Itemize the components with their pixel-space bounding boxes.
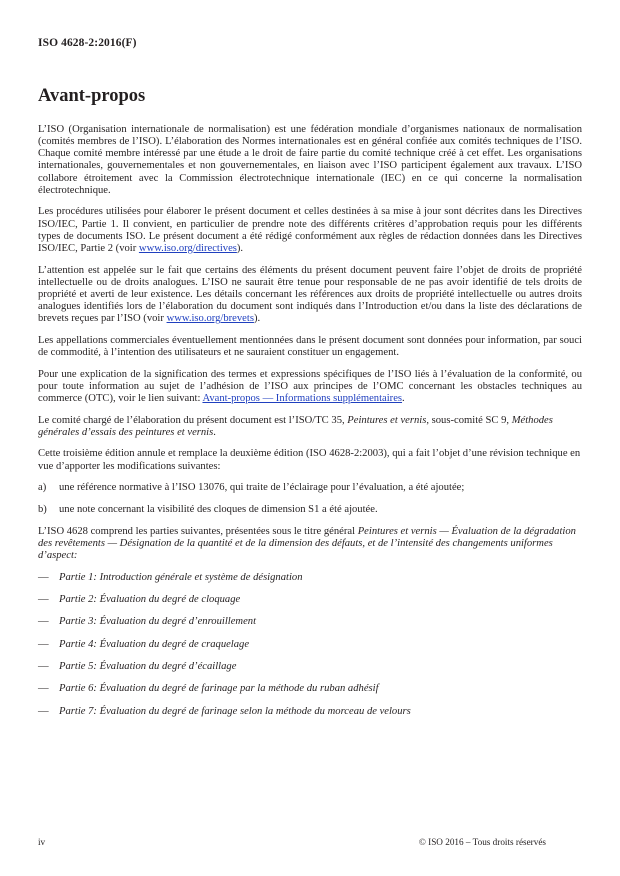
text: ). [253,313,261,325]
list-item [38,504,582,516]
list-marker: b) [38,503,47,515]
text: L’ISO 4628 comprend les parties suivantes, présentées sous le titre général [38,525,358,537]
patents-link[interactable]: www.iso.org/brevets [166,313,254,325]
list-marker: — [38,616,49,628]
supplementary-info-link[interactable]: Avant-propos — Informations supplémentaires [202,392,403,404]
directives-link[interactable]: www.iso.org/directives [138,242,237,254]
list-item-text: Partie 4: Évaluation du degré de craquelage [59,638,250,650]
text: . [213,426,216,438]
paragraph-patents [38,265,582,326]
list-marker: — [38,638,49,650]
paragraph-iso-intro: L’ISO (Organisation internationale de normalisation) est une fédération mondiale d’organismes nationaux de normalisation (comités membres de l’ISO). L’élaboration des Normes internationales est en général confiée aux comités techniques de l’ISO. Chaque comité membre intéressé par une étude a le droit de faire partie du comité technique créé à cet effet. Les organisations internationales, gouvernementales et non gouvernementales, en liaison avec l’ISO participent également aux travaux. L’ISO collabore étroitement avec la Commission électrotechnique internationale (IEC) en ce qui concerne la normalisation électrotechnique. [38,124,582,196]
paragraph-trade-names: Les appellations commerciales éventuellement mentionnées dans le présent document sont données pour information, par souci de commodité, à l’intention des utilisateurs et ne sauraient constituer un engagement. [38,334,582,358]
list-item-text: une note concernant la visibilité des cloques de dimension S1 a été ajoutée. [59,503,378,515]
list-item [38,661,582,673]
text: , sous-comité SC 9, [426,414,512,426]
subcommittee-name: Méthodes générales d’essais des peintures et vernis [38,414,553,438]
list-item [38,482,582,494]
document-identifier: ISO 4628-2:2016(F) [38,37,137,49]
committee-name: Peintures et vernis [347,414,427,426]
list-item [38,639,582,651]
list-marker: a) [38,482,47,494]
paragraph-parts-intro [38,526,582,562]
foreword-body [38,124,582,728]
paragraph-committee [38,415,582,439]
list-item [38,706,582,718]
general-title: Peintures et vernis — Évaluation de la dégradation des revêtements — Désignation de la quantité et de la dimension des défauts, et de l’intensité des changements uniformes d’aspect: [38,525,576,561]
text: . [402,392,405,404]
list-item-text: Partie 6: Évaluation du degré de farinage par la méthode du ruban adhésif [59,683,379,695]
list-item-text: Partie 7: Évaluation du degré de farinage selon la méthode du morceau de velours [59,705,411,717]
page-title: Avant-propos [38,86,146,106]
modifications-list [38,482,582,516]
text: Les procédures utilisées pour élaborer le présent document et celles destinées à sa mise à jour sont décrites dans les Directives ISO/IEC, Partie 1. Il convient, en particulier de prendre note des différents critères d’approbation requis pour les différents types de documents ISO. Le présent document a été rédigé conformément aux règles de rédaction données dans les Directives ISO/IEC, Partie 2 (voir [38,206,582,254]
page-footer [38,837,546,847]
text: ). [236,242,244,254]
list-item-text: Partie 2: Évaluation du degré de cloquage [59,593,241,605]
list-marker: — [38,593,49,605]
list-item [38,616,582,628]
list-item [38,594,582,606]
paragraph-edition: Cette troisième édition annule et remplace la deuxième édition (ISO 4628-2:2003), qui a fait l’objet d’une révision technique en vue d’apporter les modifications suivantes: [38,448,581,472]
list-marker: — [38,683,49,695]
list-item-text: une référence normative à l’ISO 13076, qui traite de l’éclairage pour l’évaluation, a été ajoutée; [59,482,465,494]
text: L’attention est appelée sur le fait que certains des éléments du présent document peuvent faire l’objet de droits de propriété intellectuelle ou de droits analogues. L’ISO ne saurait être tenue pour responsable de ne pas avoir identifié de tels droits de propriété et averti de leur existence. Les détails concernant les références aux droits de propriété intellectuelle ou autres droits analogues identifiés lors de l’élaboration du document sont indiqués dans l’Introduction et/ou dans la liste des déclarations de brevets reçues par l’ISO (voir [38,264,582,325]
copyright-notice: © ISO 2016 – Tous droits réservés [418,837,546,847]
list-item-text: Partie 1: Introduction générale et système de désignation [59,571,303,583]
paragraph-conformity [38,369,582,405]
paragraph-procedures [38,206,582,255]
text: Le comité chargé de l’élaboration du présent document est l’ISO/TC 35, [38,414,348,426]
list-marker: — [38,705,49,717]
list-item [38,572,582,584]
list-item-text: Partie 5: Évaluation du degré d’écaillage [59,660,237,672]
list-item [38,683,582,695]
list-marker: — [38,660,49,672]
page-number: iv [38,837,46,847]
parts-list [38,572,582,718]
text: Pour une explication de la signification des termes et expressions spécifiques de l’ISO liés à l’évaluation de la conformité, ou pour toute information au sujet de l’adhésion de l’ISO aux principes de l’OMC concernant les obstacles techniques au commerce (OTC), voir le lien suivant: [38,368,582,404]
list-marker: — [38,571,49,583]
list-item-text: Partie 3: Évaluation du degré d’enrouillement [59,616,257,628]
